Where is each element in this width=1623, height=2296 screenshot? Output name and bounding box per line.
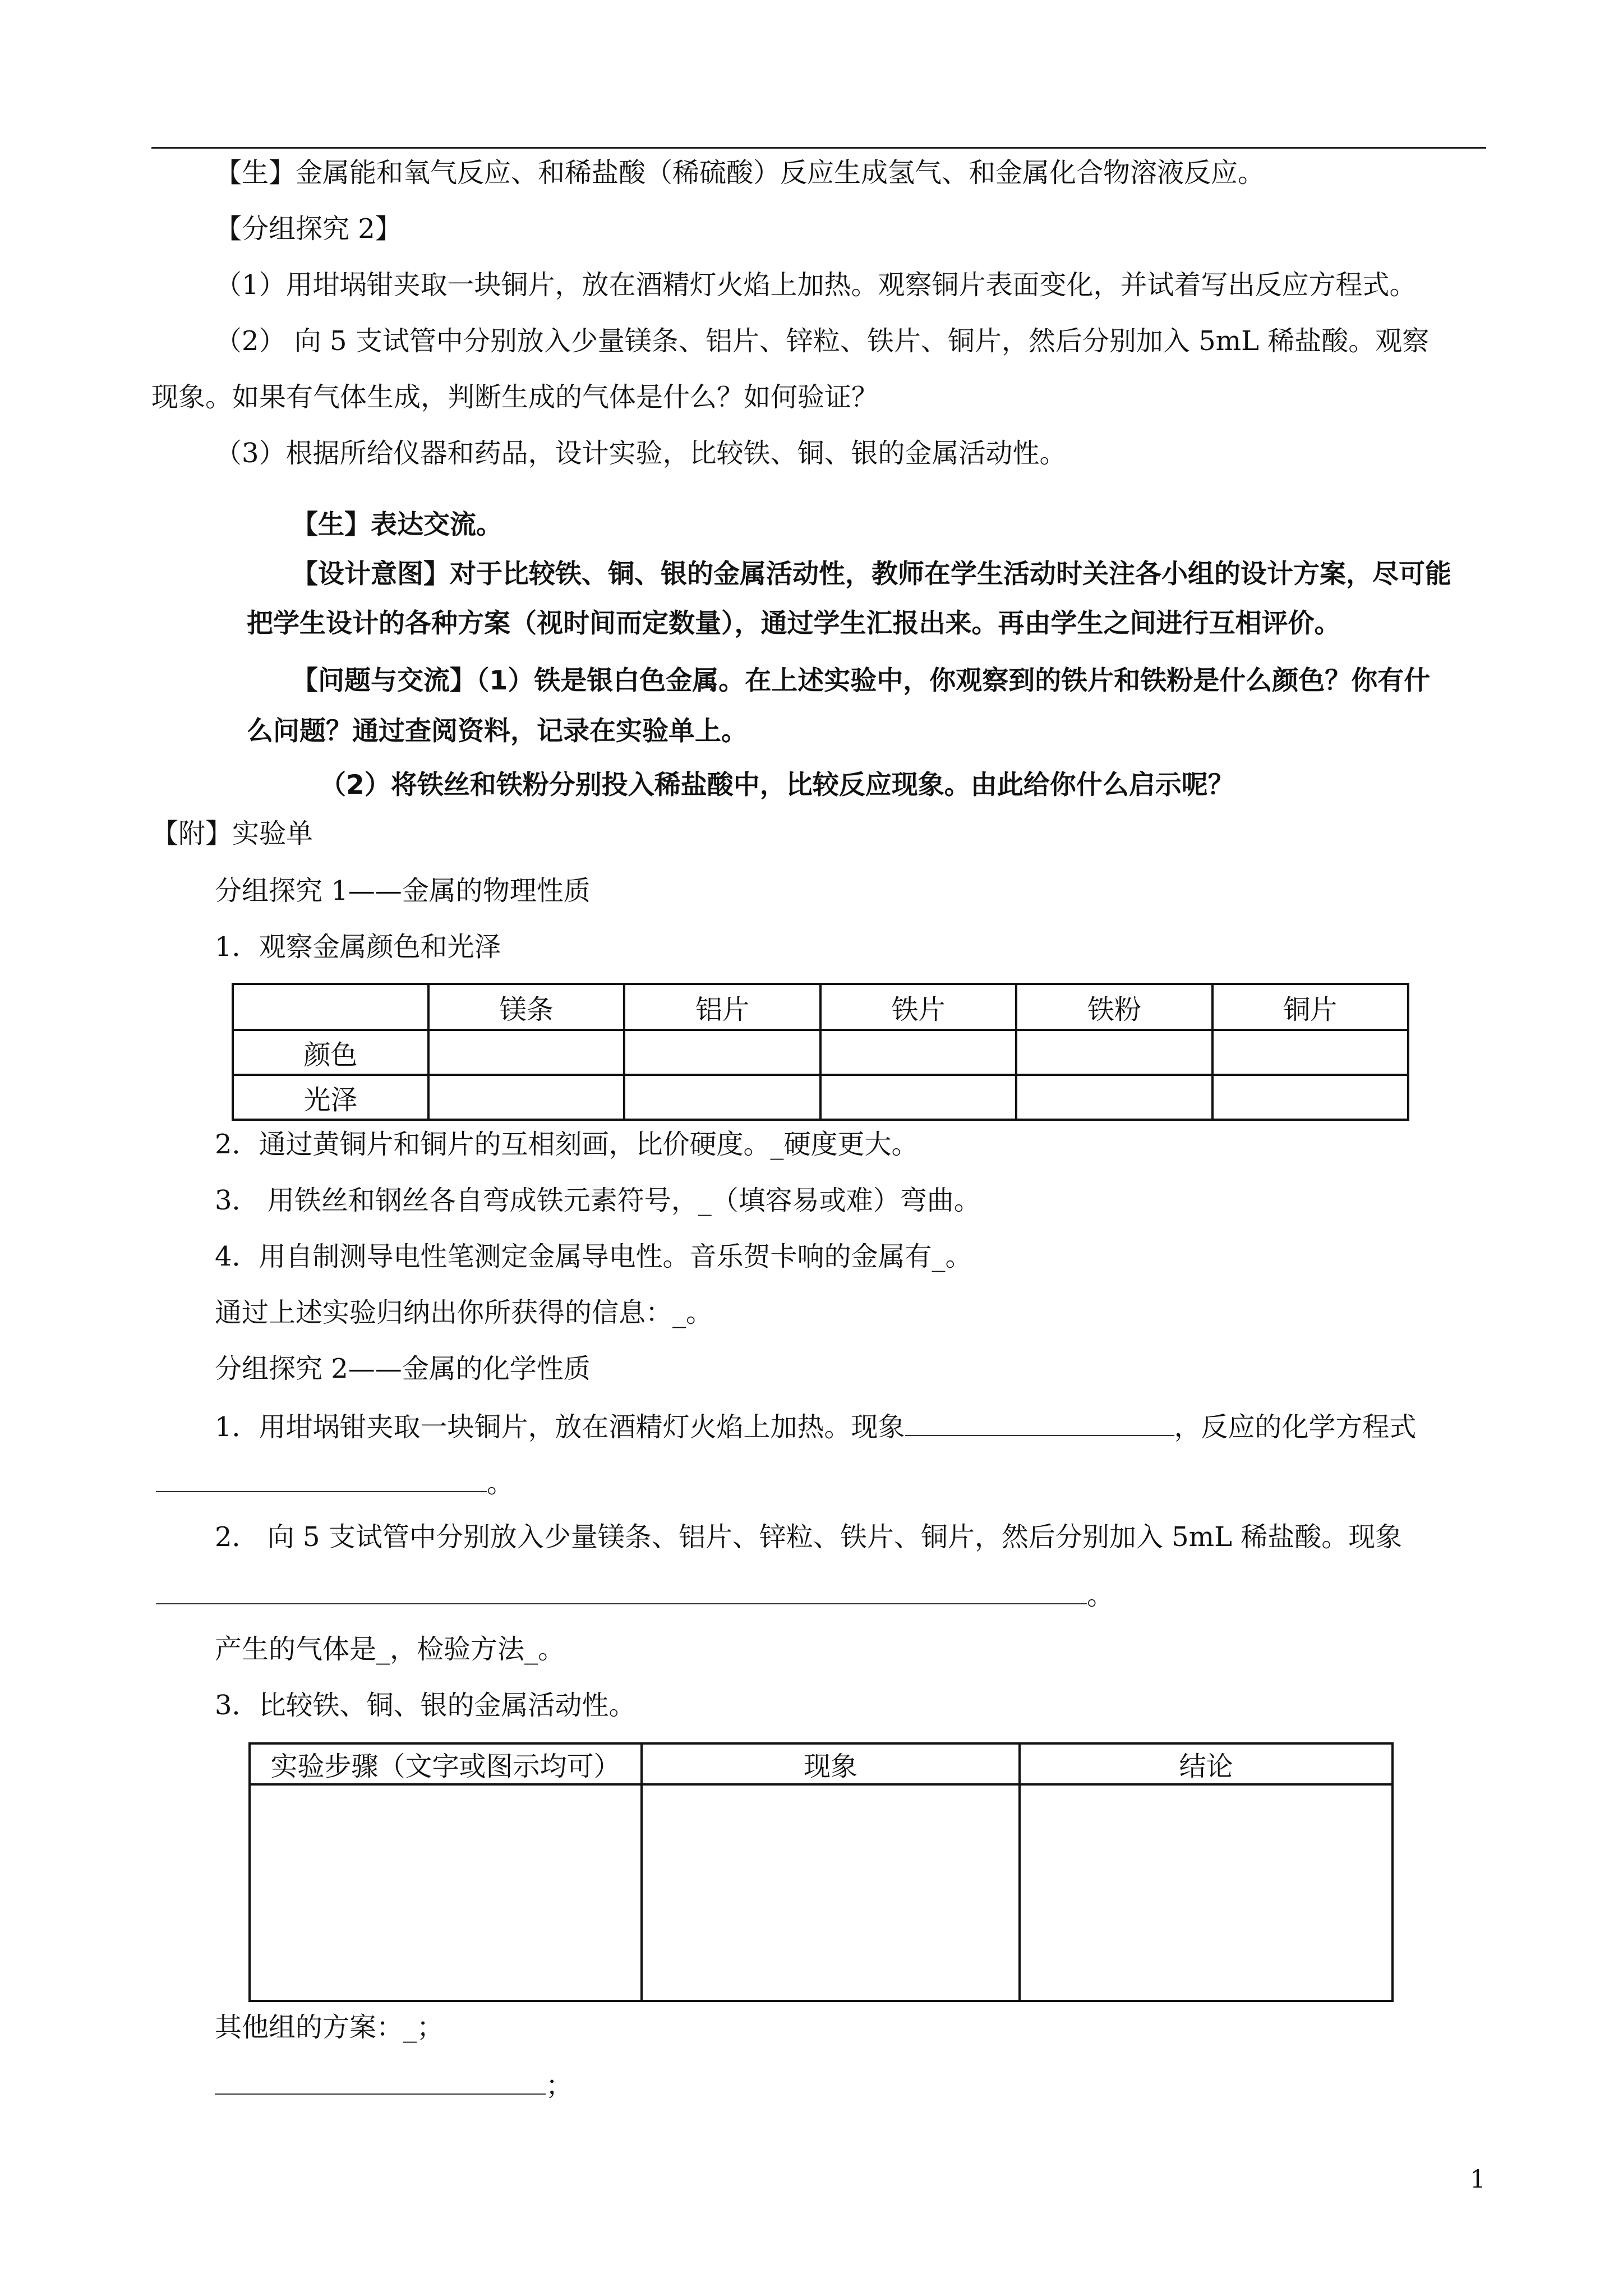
group2-q2: 2． 向 5 支试管中分别放入少量镁条、铝片、锌粒、铁片、铜片，然后分别加入 5mL 稀盐酸。现象	[215, 1521, 1403, 1553]
group2-gas: 产生的气体是_，检验方法_。	[215, 1634, 565, 1665]
table-header-row	[250, 1743, 1393, 1784]
equation-blank[interactable]	[156, 1464, 487, 1492]
design-intent-line1: 【设计意图】对于比较铁、铜、银的金属活动性，教师在学生活动时关注各小组的设计方案，尽可能	[292, 559, 1451, 590]
question-2-line2: 现象。如果有气体生成，判断生成的气体是什么？如何验证？	[151, 381, 879, 413]
question-1: （1）用坩埚钳夹取一块铜片，放在酒精灯火焰上加热。观察铜片表面变化，并试着写出反应方程式。	[215, 269, 1417, 301]
question-exchange-line1: 【问题与交流】（1）铁是银白色金属。在上述实验中，你观察到的铁片和铁粉是什么颜色？你有什	[292, 665, 1431, 696]
answer-cell[interactable]	[428, 1030, 624, 1075]
group1-summary: 通过上述实验归纳出你所获得的信息：_。	[215, 1297, 713, 1328]
answer-cell[interactable]	[1016, 1030, 1212, 1075]
table-header-cell: 铁粉	[1016, 984, 1212, 1030]
question-exchange-line2: 么问题？通过查阅资料，记录在实验单上。	[247, 716, 748, 747]
answer-cell[interactable]	[1020, 1784, 1393, 2001]
answer-cell[interactable]	[624, 1075, 820, 1120]
table-header-cell: 结论	[1020, 1743, 1393, 1784]
group1-title: 分组探究 1——金属的物理性质	[215, 875, 591, 907]
question-3: （3）根据所给仪器和药品，设计实验，比较铁、铜、银的金属活动性。	[215, 438, 1067, 469]
answer-cell[interactable]	[624, 1030, 820, 1075]
table-header-cell: 镁条	[428, 984, 624, 1030]
answer-cell[interactable]	[642, 1784, 1020, 2001]
answer-cell[interactable]	[820, 1075, 1016, 1120]
phenomenon-line	[156, 1576, 1114, 1612]
answer-cell[interactable]	[1016, 1075, 1212, 1120]
question-exchange-2: （2）将铁丝和铁粉分别投入稀盐酸中，比较反应现象。由此给你什么启示呢？	[320, 770, 1234, 800]
table-row	[233, 1030, 1408, 1075]
group2-q1-text: 1．用坩埚钳夹取一块铜片，放在酒精灯火焰上加热。现象	[215, 1411, 905, 1443]
other-groups-plan: 其他组的方案：_；	[215, 2012, 444, 2043]
question-2-line1: （2） 向 5 支试管中分别放入少量镁条、铝片、锌粒、铁片、铜片，然后分别加入 5mL 稀盐酸。观察	[215, 325, 1430, 357]
row-label-luster: 光泽	[233, 1075, 428, 1120]
phenomenon-blank-2[interactable]	[156, 1576, 1087, 1604]
plan-blank[interactable]	[215, 2067, 546, 2095]
table-header-row	[233, 984, 1408, 1030]
answer-cell[interactable]	[428, 1075, 624, 1120]
period: 。	[1087, 1580, 1114, 1611]
sheng-statement: 【生】金属能和氧气反应、和稀盐酸（稀硫酸）反应生成氢气、和金属化合物溶液反应。	[215, 157, 1265, 188]
design-intent-line2: 把学生设计的各种方案（视时间而定数量），通过学生汇报出来。再由学生之间进行互相评价。	[247, 608, 1341, 639]
group2-q3: 3．比较铁、铜、银的金属活动性。	[215, 1690, 636, 1721]
table-header-cell: 铜片	[1212, 984, 1408, 1030]
period: 。	[487, 1467, 514, 1499]
table-header-cell	[233, 984, 428, 1030]
group1-q4: 4．用自制测导电性笔测定金属导电性。音乐贺卡响的金属有_。	[215, 1241, 972, 1272]
group1-q2: 2．通过黄铜片和铜片的互相刻画，比价硬度。_硬度更大。	[215, 1129, 919, 1160]
table-header-cell: 现象	[642, 1743, 1020, 1784]
metal-observation-table	[232, 983, 1409, 1121]
group2-q1-equation-label: ，反应的化学方程式	[1174, 1411, 1417, 1443]
answer-cell[interactable]	[820, 1030, 1016, 1075]
header-rule	[151, 147, 1486, 149]
equation-line	[156, 1464, 514, 1500]
table-row	[233, 1075, 1408, 1120]
group2-heading: 【分组探究 2】	[215, 213, 402, 245]
express-exchange: 【生】表达交流。	[292, 509, 502, 540]
answer-cell[interactable]	[250, 1784, 642, 2001]
table-header-cell: 实验步骤（文字或图示均可）	[250, 1743, 642, 1784]
row-label-color: 颜色	[233, 1030, 428, 1075]
table-row	[250, 1784, 1393, 2001]
answer-cell[interactable]	[1212, 1075, 1408, 1120]
semicolon: ；	[546, 2070, 573, 2101]
group2-title: 分组探究 2——金属的化学性质	[215, 1353, 591, 1384]
group2-q1	[215, 1408, 1417, 1444]
phenomenon-blank[interactable]	[905, 1408, 1174, 1436]
table-header-cell: 铁片	[820, 984, 1016, 1030]
answer-cell[interactable]	[1212, 1030, 1408, 1075]
appendix-title: 【附】实验单	[151, 818, 313, 849]
other-groups-line	[215, 2067, 573, 2102]
page-number: 1	[1470, 2165, 1486, 2194]
group1-q1: 1．观察金属颜色和光泽	[215, 931, 501, 963]
table-header-cell: 铝片	[624, 984, 820, 1030]
activity-comparison-table	[248, 1742, 1394, 2002]
group1-q3: 3． 用铁丝和钢丝各自弯成铁元素符号，_（填容易或难）弯曲。	[215, 1185, 981, 1216]
